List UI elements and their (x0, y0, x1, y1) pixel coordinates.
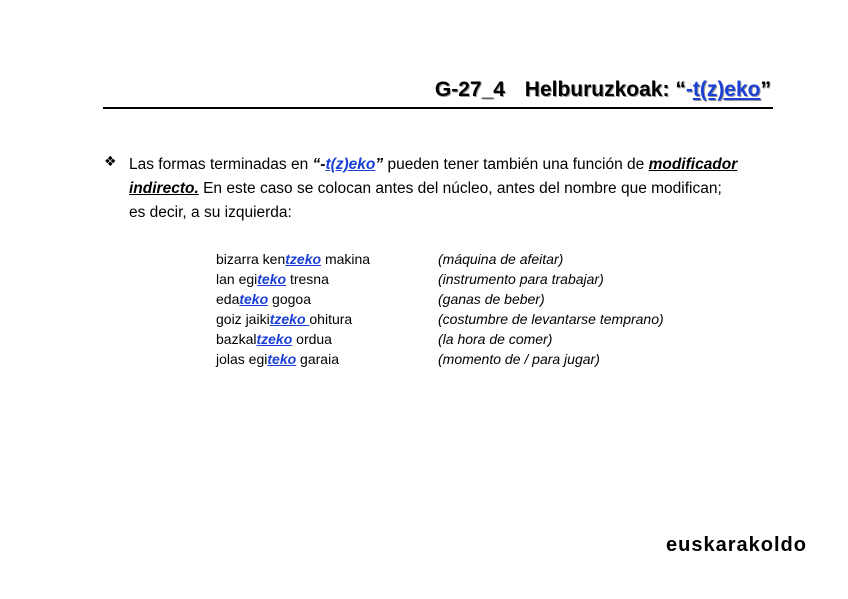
example-suffix: tzeko (285, 251, 322, 267)
example-basque (216, 309, 438, 329)
paragraph-text-2: pueden tener también una función de (383, 156, 649, 173)
lesson-code: G-27_4 (434, 78, 505, 101)
paragraph-emphasis: modificador indirecto. (129, 156, 738, 197)
example-translation: (instrumento para trabajar) (438, 271, 604, 287)
example-translation: (la hora de comer) (438, 331, 553, 347)
paragraph-suffix: t(z)eko (325, 156, 376, 173)
example-suffix: teko (257, 271, 287, 287)
title-suffix: t(z)eko (692, 78, 761, 101)
example-row (216, 329, 664, 349)
example-row (216, 289, 664, 309)
example-suffix: teko (267, 351, 297, 367)
title-divider (103, 107, 773, 109)
example-basque (216, 349, 438, 369)
explanation-paragraph (129, 153, 739, 225)
example-translation: (máquina de afeitar) (438, 251, 564, 267)
example-noun: tresna (286, 271, 329, 287)
page-title (435, 78, 771, 102)
paragraph-text-3: En este caso se colocan antes del núcleo, antes del nombre que modifican; es decir, a su izquierda: (129, 180, 722, 221)
example-noun: makina (321, 251, 371, 267)
example-prefix: eda (216, 291, 240, 307)
example-basque (216, 249, 438, 269)
paragraph-suffix-close: ” (375, 156, 384, 173)
example-prefix: jolas egi (216, 351, 268, 367)
example-noun: gogoa (268, 291, 311, 307)
example-basque (216, 269, 438, 289)
example-prefix: goiz jaiki (216, 311, 270, 327)
example-noun: ohitura (309, 311, 353, 327)
example-translation: (costumbre de levantarse temprano) (438, 311, 664, 327)
example-prefix: lan egi (216, 271, 258, 287)
brand-logo: euskarakoldo (666, 534, 807, 556)
examples-list (216, 249, 664, 369)
example-suffix: tzeko (256, 331, 293, 347)
example-basque (216, 289, 438, 309)
example-prefix: bizarra ken (216, 251, 286, 267)
title-quote-close: ” (760, 78, 771, 101)
title-quote-open: “ (675, 78, 686, 101)
example-row (216, 269, 664, 289)
title-dash: - (685, 78, 693, 101)
example-suffix: teko (239, 291, 269, 307)
example-suffix: tzeko (269, 311, 310, 327)
diamond-bullet-icon: ❖ (104, 153, 117, 169)
example-row (216, 249, 664, 269)
example-prefix: bazkal (216, 331, 257, 347)
title-label: Helburuzkoak: (524, 78, 670, 101)
example-translation: (momento de / para jugar) (438, 351, 600, 367)
example-translation: (ganas de beber) (438, 291, 545, 307)
paragraph-text-1: Las formas terminadas en (129, 156, 313, 173)
example-noun: ordua (292, 331, 332, 347)
example-row (216, 349, 664, 369)
example-row (216, 309, 664, 329)
paragraph-suffix-open: “- (312, 156, 326, 173)
example-basque (216, 329, 438, 349)
example-noun: garaia (296, 351, 339, 367)
